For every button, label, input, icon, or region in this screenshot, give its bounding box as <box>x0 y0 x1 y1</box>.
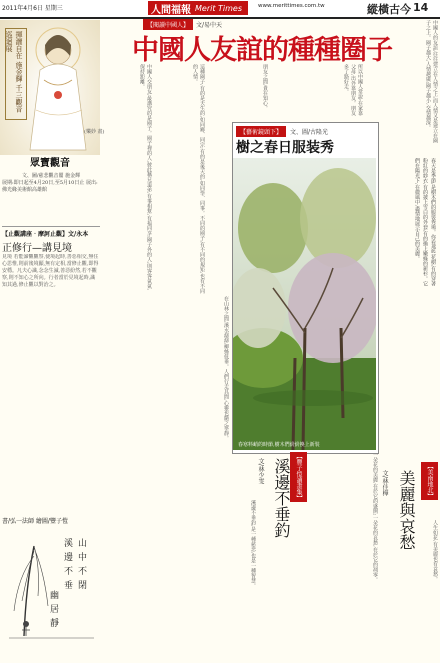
section-title: 縱橫古今 <box>367 3 411 16</box>
svg-text:不: 不 <box>78 567 88 577</box>
svg-text:不: 不 <box>64 567 74 577</box>
art-heading: 書/弘一法師 繪圖/豐子愷 <box>2 518 68 525</box>
lower-article-body: 在山林之間,溪水潺潺,柳絲低垂。人們行走其間,心靈也隨之寧靜。 <box>223 296 229 441</box>
stream-body: 溪邊不垂釣,是一種慈悲,也是一種智慧。 <box>250 500 256 589</box>
spring-trees-photo-icon <box>233 158 376 450</box>
website: www.merittimes.com.tw <box>258 3 325 9</box>
stream-tag: 【豐子愷讀畫集】 <box>290 452 307 502</box>
meili-body: 人生如花,有美麗也有哀愁。 <box>432 520 438 582</box>
photo-caption: 春寒料峭的時節,樹木們紛紛換上新裝 <box>238 442 320 448</box>
ink-drawing <box>4 526 96 646</box>
feature-poem: 春天是季節,是樹木們的服裝秀場。你看那些花樹,有的穿著粉紅的紗衣,有的披上雪白的外套,有的換上嫩綠的新衫。它們在陽光下,在微風中,盡情地展示自己的美麗。 <box>414 158 436 287</box>
kicker-author: 文/易中天 <box>196 22 223 29</box>
course-title: 正修行—講見境 <box>2 243 72 254</box>
kicker-tag: 【閱讀中國人】 <box>143 19 193 30</box>
brand-english: Merit Times <box>195 3 243 13</box>
feature-tag: 【藝術鏡頭下】 <box>236 126 286 137</box>
svg-text:居: 居 <box>50 605 60 615</box>
svg-text:垂: 垂 <box>64 581 74 591</box>
svg-text:中: 中 <box>78 553 88 563</box>
stream-author: 文/林少雯 <box>257 458 264 485</box>
article-column-2: 這種圈子,有的是天生的,如同鄉、同宗;有的是後天的,如同學、同事。不同的圈子,有不同的規矩,也有不同的人情。 <box>192 64 205 294</box>
feature-title: 樹之春日服装秀 <box>236 140 334 156</box>
article-column-right: 中國人的友誼,往往建立在人情之上,而人情又是建立在圈子之上。圈子越大,人情越廣;圈子越小,交情越深。 <box>425 20 438 144</box>
svg-text:邊: 邊 <box>64 553 74 563</box>
guanyin-author: 文、圖/慈悲觀音閣 施金輝 <box>21 173 81 179</box>
article-column-3: 朋友之間,貴在知心。 <box>262 64 268 111</box>
stream-title: 溪邊不垂釣 <box>272 458 291 538</box>
exhibition-vertical-title: 揮灑自在 施金輝 千三觀音巡迴展 <box>5 28 27 120</box>
svg-text:閉: 閉 <box>78 581 88 591</box>
feature-author: 文、圖/古隆光 <box>290 129 329 136</box>
tree-photo <box>233 158 376 450</box>
brand-block <box>148 1 248 15</box>
article-column-4: 所以中國人常說:在家靠父母,出外靠朋友。朋友多了路好走。 <box>343 64 363 116</box>
meili-tag: 【美南地北】 <box>421 462 438 500</box>
course-heading: 【止觀講座‧摩訶止觀】文/永本 <box>2 226 100 238</box>
svg-text:幽: 幽 <box>50 591 60 601</box>
brand-name: 人間福報 <box>151 4 191 16</box>
article-column-1: 中國人交朋友,最講究的是圈子。圈子裡的人,彼此稱兄道弟,有事相幫,有福同享;圈子外的人,則客客氣氣,保持距離。 <box>139 64 152 291</box>
issue-date: 2011年4月6日 星期三 <box>2 5 63 12</box>
exhibition-notes: 展期:即日起至4月20日,至5月10日止 展出:佛光緣美術館高雄館 <box>2 180 98 193</box>
course-body: 見境 若能諦觀觀察,使境起時,善惡相交,無住心思惟,則前後境顯,無有定相,當修止觀,即得安穩。凡夫心識,念念生滅,善惡紛然,若不觀察,則不知心之所向。行者當於見境起時,識知其過,修止觀以對治之。 <box>2 254 99 288</box>
header-divider <box>0 17 440 19</box>
meili-author: 文/林佳樺 <box>381 470 388 497</box>
svg-text:靜: 靜 <box>50 619 60 629</box>
painting-caption: (樂妙 畫) <box>84 129 105 135</box>
meili-title: 美麗與哀愁 <box>397 470 416 550</box>
svg-text:山: 山 <box>78 539 88 549</box>
headline: 中國人友誼的種種圈子 <box>132 35 392 66</box>
willow-ink-illustration-icon <box>4 526 96 646</box>
lower-right-body: 一朵花的美麗,在於它的盛開;一朵花的哀愁,在於它的凋零。 <box>372 452 378 582</box>
page-number: 14 <box>413 1 429 14</box>
svg-text:溪: 溪 <box>64 539 74 549</box>
guanyin-title: 眾寶觀音 <box>30 158 70 169</box>
